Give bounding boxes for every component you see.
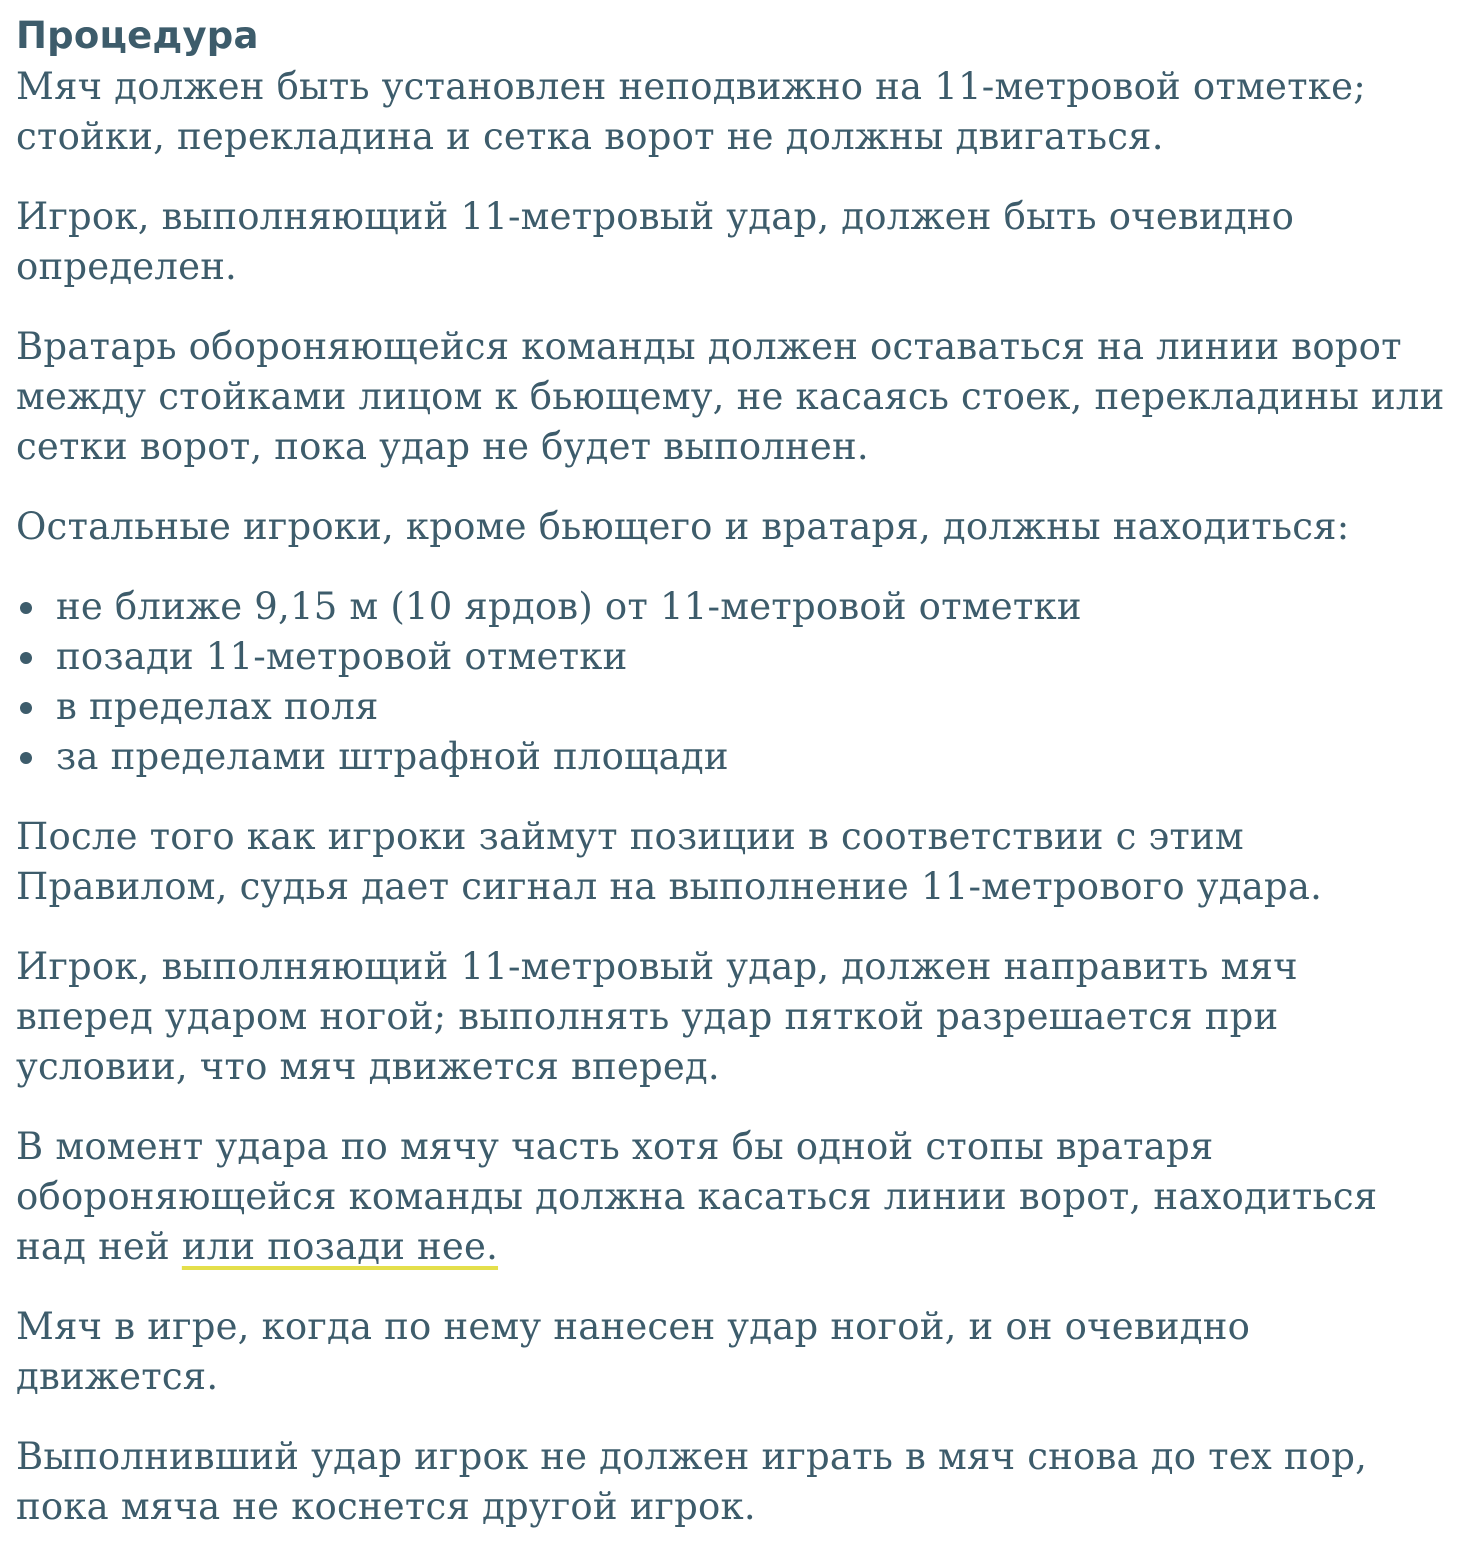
list-item-text: позади 11-метровой отметки: [56, 635, 628, 678]
paragraph-kicker-identified: Игрок, выполняющий 11-метровый удар, должен быть очевидно определен.: [16, 195, 1295, 288]
list-item: [16, 732, 1446, 782]
paragraph-text: В момент удара по мячу часть хотя бы одной стопы вратаря обороняющейся команды должна касаться линии ворот, находиться над ней: [16, 1125, 1378, 1268]
paragraph-kick-forward: Игрок, выполняющий 11-метровый удар, должен направить мяч вперед ударом ногой; выполнять удар пяткой разрешается при условии, что мяч движется вперед.: [16, 945, 1298, 1088]
paragraph-goalkeeper-position: Вратарь обороняющейся команды должен оставаться на линии ворот между стойками лицом к бьющему, не касаясь стоек, перекладины или сетки ворот, пока удар не будет выполнен.: [16, 325, 1445, 468]
bullet-icon: [20, 652, 32, 664]
list-item-text: в пределах поля: [56, 685, 379, 728]
paragraph-goalkeeper-foot: [16, 1122, 1446, 1272]
bullet-icon: [20, 702, 32, 714]
list-item-text: за пределами штрафной площади: [56, 735, 729, 778]
document-body: [16, 10, 1446, 1562]
paragraph-other-players: Остальные игроки, кроме бьющего и вратаря, должны находиться:: [16, 505, 1350, 548]
paragraph-second-touch: Выполнивший удар игрок не должен играть в мяч снова до тех пор, пока мяча не коснется другой игрок.: [16, 1435, 1368, 1528]
player-position-list: [16, 582, 1446, 782]
list-item-text: не ближе 9,15 м (10 ярдов) от 11-метровой отметки: [56, 585, 1082, 628]
list-item: [16, 582, 1446, 632]
list-item: [16, 682, 1446, 732]
list-item: [16, 632, 1446, 682]
bullet-icon: [20, 602, 32, 614]
paragraph-referee-signal: После того как игроки займут позиции в соответствии с этим Правилом, судья дает сигнал на выполнение 11-метрового удара.: [16, 815, 1323, 908]
highlighted-text: или позади нее.: [181, 1225, 499, 1268]
section-heading: Процедура: [16, 14, 259, 57]
paragraph-ball-in-play: Мяч в игре, когда по нему нанесен удар ногой, и он очевидно движется.: [16, 1305, 1251, 1398]
bullet-icon: [20, 752, 32, 764]
paragraph-ball-placement: Мяч должен быть установлен неподвижно на 11-метровой отметке; стойки, перекладина и сетка ворот не должны двигаться.: [16, 65, 1366, 158]
